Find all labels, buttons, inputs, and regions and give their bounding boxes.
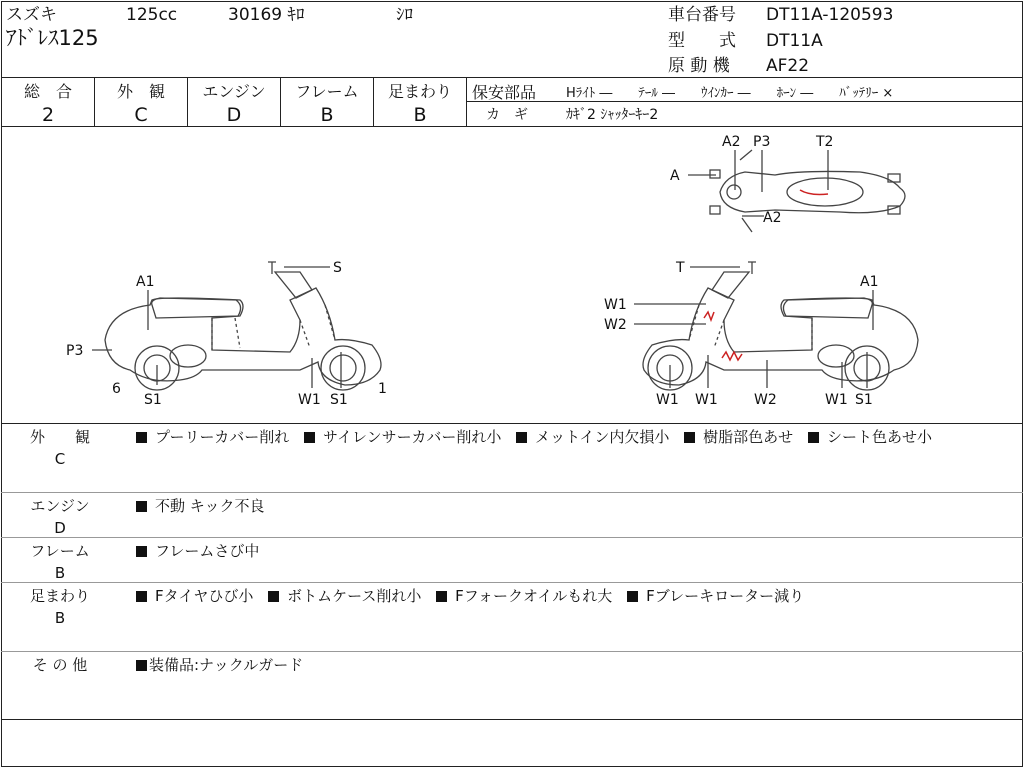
key-value: ｶｷﾞ2 ｼｬｯﾀｰｷｰ2 [566,107,659,123]
detail-label-other [20,654,100,676]
model-name: ｱﾄﾞﾚｽ125 [6,26,99,50]
detail-item: ボトムケース削れ小 [287,587,422,605]
score-value: B [320,104,334,126]
detail-grade: B [54,609,66,627]
label-s1: S1 [330,392,348,408]
label-w2: W2 [604,317,627,333]
detail-grade: D [54,519,66,537]
detail-label: フレーム [30,542,90,560]
detail-grade: C [54,450,66,468]
label-6: 6 [112,381,121,397]
score-label: 足まわり [387,82,452,101]
score-frame [281,79,373,126]
detail-label-exterior [20,426,100,470]
detail-item: Fブレーキローター減り [646,587,805,605]
maker: スズキ [6,5,57,25]
score-total [2,79,94,126]
engine-value: AF22 [766,56,810,76]
detail-label: 足まわり [29,587,90,605]
damage-mark [704,312,742,360]
score-value: 2 [41,104,55,126]
detail-item: サイレンサーカバー削れ小 [323,428,502,446]
engine-label: 原 動 機 [668,56,730,76]
score-label: エンジン [202,82,266,101]
label-p3: P3 [753,134,771,150]
label-w1: W1 [825,392,848,408]
damage-mark [800,190,828,195]
frame-number: DT11A-120593 [766,5,894,25]
mileage: 30169 ｷﾛ [228,5,305,25]
safety-parts-row: Hﾗｲﾄ ― ﾃｰﾙ ― ｳｲﾝｶｰ ― ﾎｰﾝ ― ﾊﾞｯﾃﾘｰ × [566,86,894,101]
type-label: 型 式 [668,31,736,51]
label-a2: A2 [763,210,782,226]
label-t: T [676,260,685,276]
detail-item: フレームさび中 [155,542,260,560]
label-t2: T2 [816,134,834,150]
score-label: 外 観 [116,82,165,101]
type-value: DT11A [766,31,823,51]
label-w1: W1 [604,297,627,313]
label-a: A [670,168,680,184]
scooter-top-view [688,150,905,232]
frame-number-label: 車台番号 [668,5,736,25]
detail-item: Fフォークオイルもれ大 [455,587,613,605]
label-w1: W1 [656,392,679,408]
detail-item: シート色あせ小 [826,428,932,446]
detail-label-frame [20,540,100,584]
score-exterior [95,79,187,126]
left-view-labels [66,260,387,408]
label-s1: S1 [855,392,873,408]
key-label: カ ギ [486,107,528,123]
detail-items-engine [136,495,1006,517]
detail-items-exterior [136,426,1006,448]
detail-item: メットイン内欠損小 [535,428,670,446]
label-a1: A1 [136,274,155,290]
score-label: 総 合 [23,82,72,101]
score-label: フレーム [295,82,359,101]
detail-item: プーリーカバー削れ [155,428,290,446]
label-s: S [333,260,342,276]
label-a2: A2 [722,134,741,150]
score-engine [188,79,280,126]
label-w1: W1 [298,392,321,408]
detail-item: Fタイヤひび小 [155,587,254,605]
label-w1: W1 [695,392,718,408]
detail-label-engine [20,495,100,539]
detail-item: 装備品:ナックルガード [149,656,304,674]
score-value: D [226,104,242,126]
detail-grade: B [54,564,66,582]
label-a1: A1 [860,274,879,290]
detail-items-frame [136,540,1006,562]
detail-items-suspension [136,585,1006,607]
detail-label: そ の 他 [32,656,88,674]
safety-parts-label: 保安部品 [472,83,537,102]
score-value: C [134,104,148,126]
displacement: 125cc [126,5,178,25]
body-color: ｼﾛ [396,5,413,25]
label-s1: S1 [144,392,162,408]
detail-item: 不動 キック不良 [155,497,265,515]
detail-items-other [136,654,1006,676]
label-p3: P3 [66,343,84,359]
scooter-diagram [0,127,1024,423]
score-value: B [413,104,427,126]
label-1: 1 [378,381,387,397]
detail-label: エンジン [30,497,90,515]
label-w2: W2 [754,392,777,408]
detail-item: 樹脂部色あせ [703,428,794,446]
detail-label: 外 観 [29,428,90,446]
score-suspension [374,79,466,126]
detail-label-suspension [20,585,100,629]
